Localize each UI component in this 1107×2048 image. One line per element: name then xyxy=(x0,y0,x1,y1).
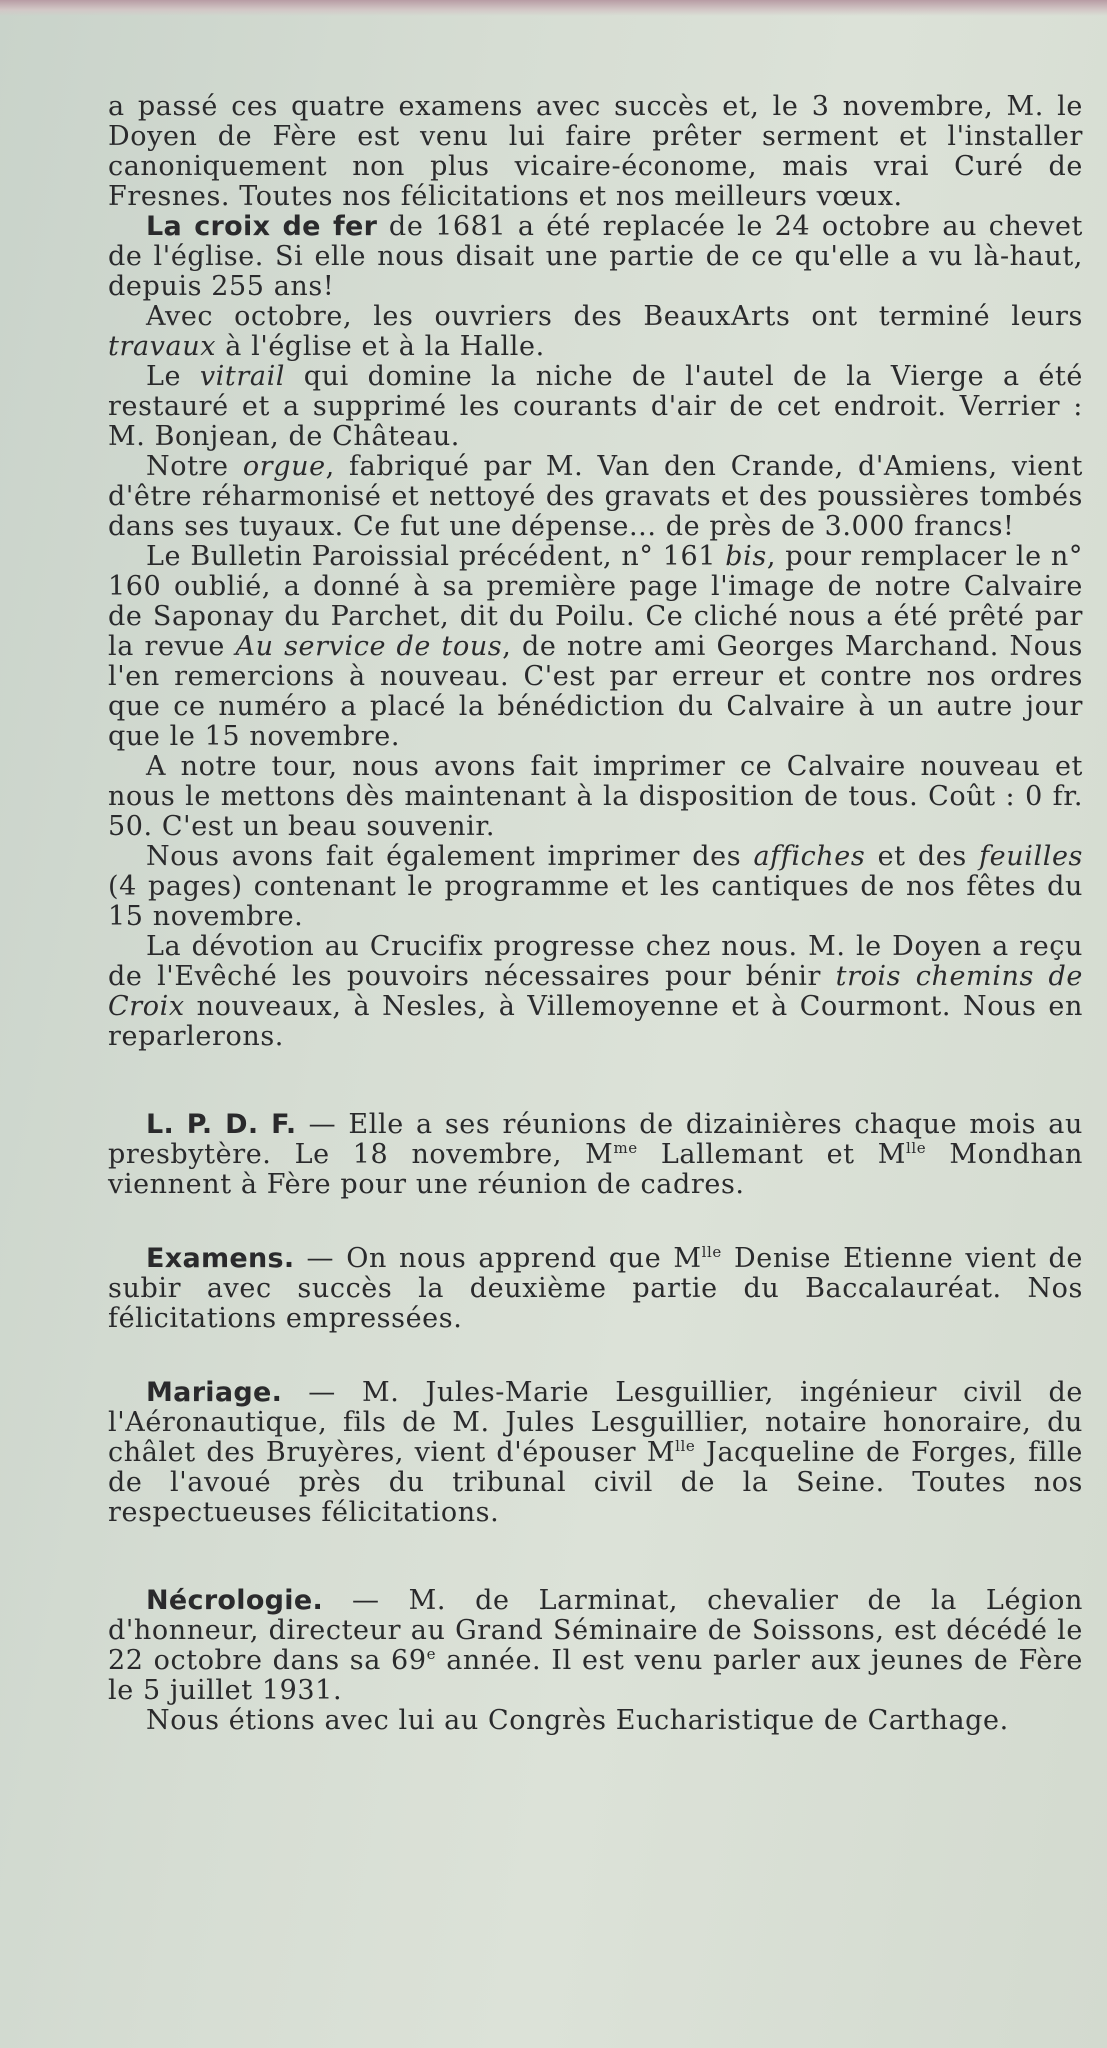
text-run: La dévotion au Crucifix progresse chez nous. M. le Doyen a reçu de l'Evêché les pouvoirs nécessaires pour bénir xyxy=(108,931,1083,992)
page-top-edge xyxy=(0,0,1107,16)
text-run: Le Bulletin Paroissial précédent, n° 161 xyxy=(146,541,726,572)
text-run: a passé ces quatre examens avec succès et, le 3 novembre, M. le Doyen de Fère est venu lui faire prêter serment et l'installer canoniquement non plus vicaire-économe, mais vrai Curé de Fresnes. Toutes nos félicitations et nos meilleurs vœux. xyxy=(108,91,1083,212)
para-examens xyxy=(108,1244,1083,1334)
text-run: , de notre ami Georges Marchand. Nous l'en remercions à nouveau. C'est par erreur et contre nos ordres que ce numéro a placé la bénédiction du Calvaire à un autre jour que le 15 novembre. xyxy=(108,631,1083,752)
para-travaux xyxy=(108,302,1083,362)
italic-text: vitrail xyxy=(199,361,286,392)
para-crucifix xyxy=(108,932,1083,1052)
italic-text: orgue xyxy=(242,451,326,482)
para-lpdf xyxy=(108,1110,1083,1200)
section-heading: Mariage. xyxy=(146,1377,283,1408)
para-examens-cure xyxy=(108,92,1083,212)
text-run: de 1681 a été replacée le 24 octobre au chevet de l'église. Si elle nous disait une partie de ce qu'elle a vu là-haut, depuis 255 ans! xyxy=(108,211,1083,302)
para-bulletin xyxy=(108,542,1083,752)
text-run: Le xyxy=(146,361,200,392)
text-run: (4 pages) contenant le programme et les cantiques de nos fêtes du 15 novembre. xyxy=(108,871,1083,932)
article-body xyxy=(108,92,1083,1736)
section-heading: Nécrologie. xyxy=(146,1585,324,1616)
italic-text: travaux xyxy=(108,331,217,362)
para-carthage xyxy=(108,1706,1083,1736)
para-mariage xyxy=(108,1378,1083,1528)
text-run: , pour remplacer le n° 160 oublié, a donné à sa première page l'image de notre Calvaire de Saponay du Parchet, dit du Poilu. Ce cliché nous a été prêté par la revue xyxy=(108,541,1083,662)
text-run: — M. Jules-Marie Lesguillier, ingénieur civil de l'Aéronautique, fils de M. Jules Lesguillier, notaire honoraire, du châlet des Bruyères, vient d'épouser M xyxy=(108,1377,1083,1468)
text-run: Nous avons fait également imprimer des xyxy=(146,841,754,872)
para-orgue xyxy=(108,452,1083,542)
text-run: année. Il est venu parler aux jeunes de Fère le 5 juillet 1931. xyxy=(108,1645,1083,1706)
section-heading: La croix de fer xyxy=(146,211,378,242)
italic-text: Au service de tous xyxy=(235,631,503,662)
para-affiches xyxy=(108,842,1083,932)
text-run: Jacqueline de Forges, fille de l'avoué près du tribunal civil de la Seine. Toutes nos respectueuses félicitations. xyxy=(108,1437,1083,1528)
text-run: Notre xyxy=(146,451,243,482)
section-heading: Examens. xyxy=(146,1243,295,1274)
superscript: me xyxy=(613,1139,638,1157)
text-run: Lallemant et M xyxy=(637,1139,906,1170)
superscript: lle xyxy=(701,1243,722,1261)
para-croix-de-fer xyxy=(108,212,1083,302)
text-run: Avec octobre, les ouvriers des BeauxArts ont terminé leurs xyxy=(146,301,1083,332)
section-heading: L. P. D. F. xyxy=(146,1109,297,1140)
text-run: — Elle a ses réunions de dizainières chaque mois au presbytère. Le 18 novembre, M xyxy=(108,1109,1083,1170)
text-run: A notre tour, nous avons fait imprimer ce Calvaire nouveau et nous le mettons dès maintenant à la disposition de tous. Coût : 0 fr. 50. C'est un beau souvenir. xyxy=(108,751,1083,842)
text-run: nouveaux, à Nesles, à Villemoyenne et à Courmont. Nous en reparlerons. xyxy=(108,991,1083,1052)
text-run: — On nous apprend que M xyxy=(294,1243,702,1274)
para-necrologie xyxy=(108,1586,1083,1706)
text-run: Nous étions avec lui au Congrès Eucharistique de Carthage. xyxy=(146,1705,1009,1736)
para-calvaire-imprime xyxy=(108,752,1083,842)
text-run: qui domine la niche de l'autel de la Vierge a été restauré et a supprimé les courants d'air de cet endroit. Verrier : M. Bonjean, de Château. xyxy=(108,361,1083,452)
text-run: à l'église et à la Halle. xyxy=(216,331,545,362)
superscript: lle xyxy=(675,1437,696,1455)
text-run: et des xyxy=(865,841,980,872)
italic-text: trois chemins de Croix xyxy=(108,961,1083,1022)
italic-text: affiches xyxy=(753,841,866,872)
text-run: Mondhan viennent à Fère pour une réunion de cadres. xyxy=(108,1139,1084,1200)
italic-text: bis xyxy=(725,541,767,572)
superscript: lle xyxy=(905,1139,927,1157)
superscript: e xyxy=(426,1645,437,1663)
text-run: , fabriqué par M. Van den Crande, d'Amiens, vient d'être réharmonisé et nettoyé des gravats et des poussières tombés dans ses tuyaux. Ce fut une dépense... de près de 3.000 francs! xyxy=(108,451,1083,542)
para-vitrail xyxy=(108,362,1083,452)
text-run: — M. de Larminat, chevalier de la Légion d'honneur, directeur au Grand Séminaire de Soissons, est décédé le 22 octobre dans sa 69 xyxy=(108,1585,1083,1676)
text-run: Denise Etienne vient de subir avec succès la deuxième partie du Baccalauréat. Nos félicitations empressées. xyxy=(108,1243,1083,1334)
italic-text: feuilles xyxy=(979,841,1083,872)
